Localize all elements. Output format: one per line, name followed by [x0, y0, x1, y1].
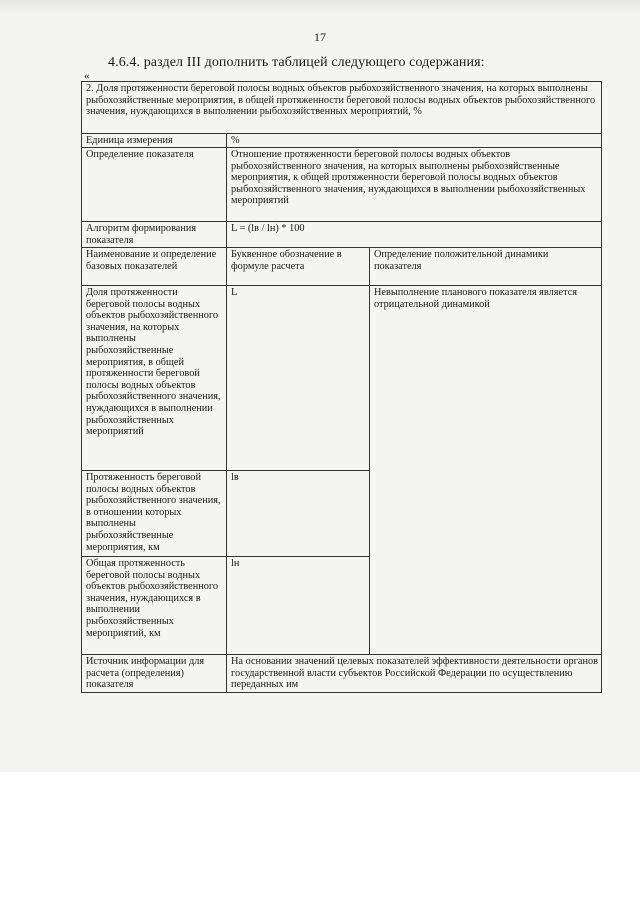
algorithm-row: [82, 222, 602, 248]
definition-label: Определение показателя: [82, 148, 227, 222]
base-indicator-name: Общая протяженность береговой полосы водных объектов рыбохозяйственного значения, нуждающихся в выполнении рыбохозяйственных мероприятий, км: [82, 557, 227, 655]
indicator-table: [81, 81, 602, 693]
definition-value: Отношение протяженности береговой полосы водных объектов рыбохозяйственного значения, на которых выполнены рыбохозяйственные мероприятия, к общей протяженности береговой полосы водных объектов рыбохозяйственного значения, нуждающихся в выполнении рыбохозяйственных мероприятий: [227, 148, 602, 222]
base-header: Наименование и определение базовых показателей: [82, 248, 227, 286]
definition-row: [82, 148, 602, 222]
symbol-header: Буквенное обозначение в формуле расчета: [227, 248, 370, 286]
source-row: [82, 655, 602, 693]
scan-top-edge: [0, 0, 640, 14]
blank-area: [0, 772, 640, 905]
dynamics-header: Определение положительной динамики показателя: [370, 248, 602, 286]
base-indicator-name: Протяженность береговой полосы водных объектов рыбохозяйственного значения, в отношении которых выполнены рыбохозяйственные мероприятия, км: [82, 471, 227, 557]
unit-label: Единица измерения: [82, 134, 227, 148]
unit-row: [82, 134, 602, 148]
table-title-row: [82, 82, 602, 134]
section-heading: 4.6.4. раздел III дополнить таблицей следующего содержания:: [108, 55, 485, 70]
dynamics-value: Невыполнение планового показателя является отрицательной динамикой: [370, 286, 602, 655]
table-row: [82, 286, 602, 471]
base-header-row: [82, 248, 602, 286]
base-indicator-symbol: lн: [227, 557, 370, 655]
source-value: На основании значений целевых показателей эффективности деятельности органов государственной власти субъектов Российской Федерации по осуществлению переданных им: [227, 655, 602, 693]
base-indicator-name: Доля протяженности береговой полосы водных объектов рыбохозяйственного значения, на которых выполнены рыбохозяйственные мероприятия, в общей протяженности береговой полосы водных объектов рыбохозяйственного значения, нуждающихся в выполнении рыбохозяйственных мероприятий: [82, 286, 227, 471]
algorithm-label: Алгоритм формирования показателя: [82, 222, 227, 248]
open-quote-mark: «: [84, 70, 90, 82]
table-title: 2. Доля протяженности береговой полосы водных объектов рыбохозяйственного значения, на которых выполнены рыбохозяйственные мероприятия, в общей протяженности береговой полосы водных объектов рыбохозяйственного значения, нуждающихся в выполнении рыбохозяйственных мероприятий, %: [82, 82, 602, 134]
algorithm-value: L = (lв / lн) * 100: [227, 222, 602, 248]
page-number: 17: [314, 30, 326, 44]
base-indicator-symbol: L: [227, 286, 370, 471]
source-label: Источник информации для расчета (определения) показателя: [82, 655, 227, 693]
unit-value: %: [227, 134, 602, 148]
base-indicator-symbol: lв: [227, 471, 370, 557]
